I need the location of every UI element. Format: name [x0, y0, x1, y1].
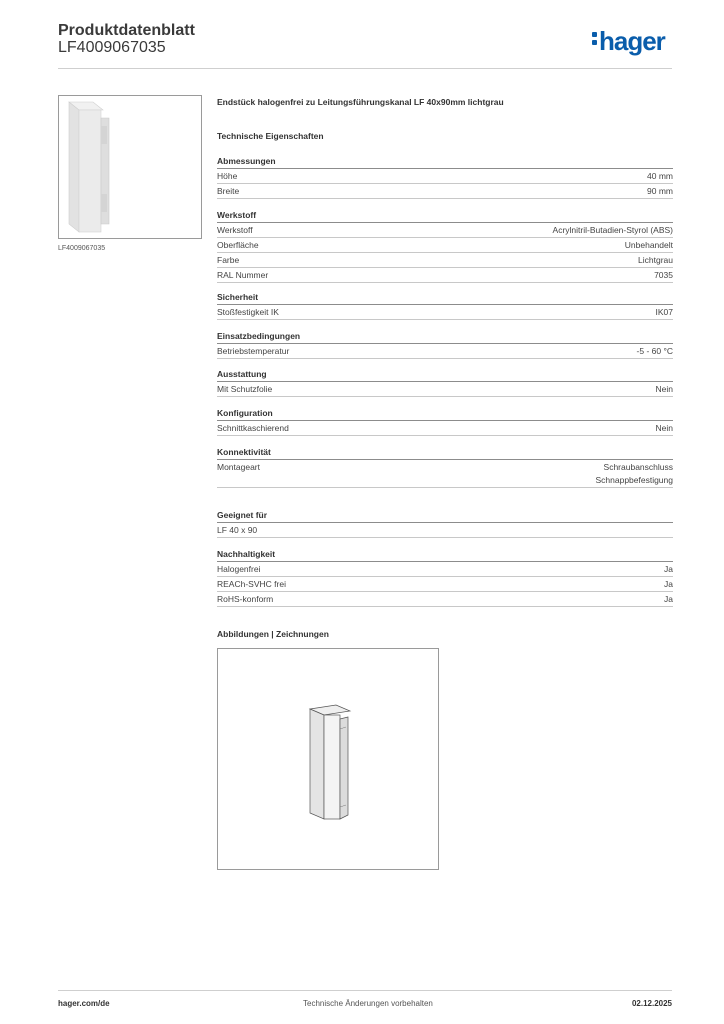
footer-disclaimer: Technische Änderungen vorbehalten: [303, 999, 433, 1008]
footer-divider: [58, 990, 672, 991]
row-value: Nein: [655, 423, 673, 433]
row-label: Höhe: [217, 171, 238, 181]
row-value: Ja: [664, 594, 673, 604]
row-value: IK07: [655, 307, 673, 317]
section-nachhaltigkeit: [217, 548, 673, 607]
section-ausstattung: [217, 368, 673, 397]
section-heading: Abmessungen: [217, 155, 673, 169]
table-row: [217, 223, 673, 238]
row-value-line: Schraubanschluss: [603, 462, 673, 472]
row-value: 7035: [654, 270, 673, 280]
section-einsatzbedingungen: [217, 330, 673, 359]
row-value-line: Schnappbefestigung: [595, 475, 673, 485]
row-value: Unbehandelt: [624, 240, 673, 250]
table-row: [217, 169, 673, 184]
section-abmessungen: [217, 155, 673, 199]
tech-properties-heading: Technische Eigenschaften: [217, 131, 324, 141]
logo-text: hager: [599, 26, 665, 56]
table-row: [217, 577, 673, 592]
row-label: Breite: [217, 186, 240, 196]
section-heading: Geeignet für: [217, 509, 673, 523]
table-row: [217, 305, 673, 320]
row-value: Acrylnitril-Butadien-Styrol (ABS): [552, 225, 673, 235]
product-description: Endstück halogenfrei zu Leitungsführungskanal LF 40x90mm lichtgrau: [217, 97, 504, 107]
table-row: [217, 592, 673, 607]
section-heading: Sicherheit: [217, 291, 673, 305]
section-heading: Ausstattung: [217, 368, 673, 382]
row-label: Schnittkaschierend: [217, 423, 289, 433]
section-heading: Werkstoff: [217, 209, 673, 223]
section-werkstoff: [217, 209, 673, 283]
row-label: Oberfläche: [217, 240, 259, 250]
section-heading: Einsatzbedingungen: [217, 330, 673, 344]
header-divider: [58, 68, 672, 69]
row-value: Ja: [664, 564, 673, 574]
section-konnektivitaet: [217, 446, 673, 488]
row-label: RoHS-konform: [217, 594, 274, 604]
row-label: Betriebstemperatur: [217, 346, 290, 356]
row-value: 40 mm: [647, 171, 673, 181]
table-row: [217, 523, 673, 538]
logo-dots-icon: [592, 29, 597, 48]
table-row: [217, 382, 673, 397]
table-row: [217, 344, 673, 359]
row-label: Farbe: [217, 255, 240, 265]
end-cap-thumbnail-icon: [59, 96, 201, 238]
end-cap-drawing-icon: [218, 649, 438, 869]
footer-date: 02.12.2025: [631, 999, 672, 1008]
drawings-heading: Abbildungen | Zeichnungen: [217, 629, 329, 639]
row-label: Stoßfestigkeit IK: [217, 307, 279, 317]
table-row: [217, 268, 673, 283]
row-value: Lichtgrau: [638, 255, 673, 265]
row-label: LF 40 x 90: [217, 525, 258, 535]
row-value: Nein: [655, 384, 673, 394]
row-label: Halogenfrei: [217, 564, 261, 574]
product-code: LF4009067035: [58, 39, 166, 56]
document-title: Produktdatenblatt: [58, 22, 195, 39]
row-label: Montageart: [217, 462, 260, 472]
table-row: [217, 421, 673, 436]
section-heading: Nachhaltigkeit: [217, 548, 673, 562]
footer-website: hager.com/de: [58, 999, 110, 1008]
row-label: REACh-SVHC frei: [217, 579, 286, 589]
section-konfiguration: [217, 407, 673, 436]
row-value: [595, 461, 673, 487]
row-value: Ja: [664, 579, 673, 589]
row-label: Mit Schutzfolie: [217, 384, 273, 394]
section-geeignet-fuer: [217, 509, 673, 538]
thumbnail-caption: LF4009067035: [58, 245, 106, 252]
table-row: [217, 562, 673, 577]
table-row: [217, 253, 673, 268]
hager-logo: [592, 26, 665, 56]
row-value: -5 - 60 °C: [636, 346, 673, 356]
product-image: [58, 95, 202, 239]
row-label: RAL Nummer: [217, 270, 269, 280]
product-drawing: [217, 648, 439, 870]
row-value: 90 mm: [647, 186, 673, 196]
table-row: [217, 238, 673, 253]
section-heading: Konnektivität: [217, 446, 673, 460]
row-label: Werkstoff: [217, 225, 253, 235]
table-row: [217, 184, 673, 199]
section-heading: Konfiguration: [217, 407, 673, 421]
table-row: [217, 460, 673, 488]
section-sicherheit: [217, 291, 673, 320]
